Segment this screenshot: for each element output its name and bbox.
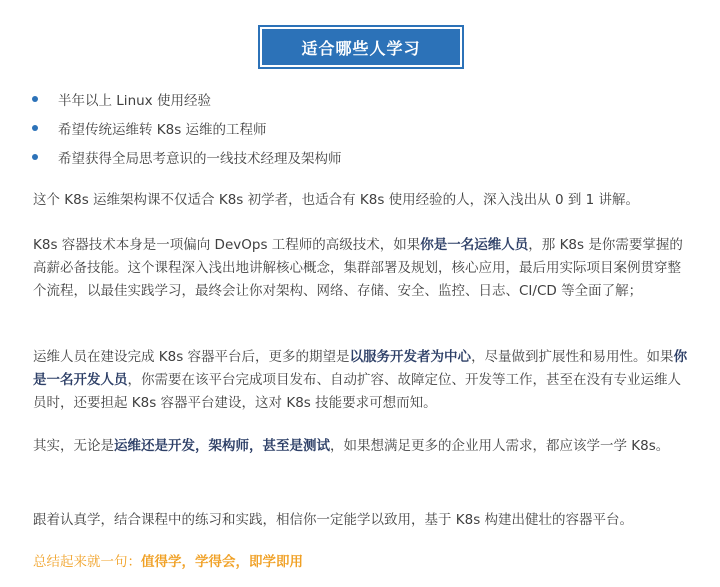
emphasis-text: 你是一名开发人员 xyxy=(33,349,688,388)
paragraph-dev xyxy=(33,346,691,415)
paragraph-intro xyxy=(33,189,691,212)
paragraph-text: ，尽量做到扩展性和易用性。如果 xyxy=(471,349,674,365)
paragraph-outcome xyxy=(33,509,691,532)
emphasis-text: 运维还是开发，架构师，甚至是测试 xyxy=(114,438,330,454)
list-item-text: 半年以上 Linux 使用经验 xyxy=(58,92,211,109)
paragraph-text: 这个 K8s 运维架构课不仅适合 K8s 初学者，也适合有 K8s 使用经验的人，深入浅出从 0 到 1 讲解。 xyxy=(33,192,640,208)
list-item xyxy=(32,84,672,113)
section-title-banner xyxy=(262,29,460,65)
paragraph-all-roles xyxy=(33,435,691,458)
bullet-icon xyxy=(32,154,38,160)
section-title: 适合哪些人学习 xyxy=(301,38,421,58)
paragraph-text: K8s 容器技术本身是一项偏向 DevOps 工程师的高级技术，如果 xyxy=(33,237,421,253)
paragraph-text: ，你需要在该平台完成项目发布、自动扩容、故障定位、开发等工作，甚至在没有专业运维人员时，还要担起 K8s 容器平台建设，这对 K8s 技能要求可想而知。 xyxy=(33,372,681,411)
emphasis-text: 以服务开发者为中心 xyxy=(349,349,472,365)
paragraph-text: ，如果想满足更多的企业用人需求，都应该学一学 K8s。 xyxy=(330,438,670,454)
list-item-text: 希望传统运维转 K8s 运维的工程师 xyxy=(58,121,267,138)
summary-highlight: 值得学，学得会，即学即用 xyxy=(141,554,303,570)
bullet-icon xyxy=(32,125,38,131)
paragraph-text: 跟着认真学，结合课程中的练习和实践，相信你一定能学以致用，基于 K8s 构建出健壮的容器平台。 xyxy=(33,512,634,528)
bullet-icon xyxy=(32,96,38,102)
emphasis-text: 你是一名运维人员 xyxy=(420,237,529,253)
summary-line xyxy=(33,551,691,574)
paragraph-text: 其实，无论是 xyxy=(33,438,114,454)
paragraph-text: 运维人员在建设完成 K8s 容器平台后，更多的期望是 xyxy=(33,349,350,365)
paragraph-text: ，那 K8s 是你需要掌握的高薪必备技能。这个课程深入浅出地讲解核心概念，集群部署及规划，核心应用，最后用实际项目案例贯穿整个流程，以最佳实践学习，最终会让你对架构、网络、存储、安全、监控、日志、CI/CD 等全面了解； xyxy=(33,237,683,299)
list-item xyxy=(32,113,672,142)
audience-list xyxy=(32,84,672,171)
summary-lead: 总结起来就一句： xyxy=(33,554,141,570)
list-item xyxy=(32,142,672,171)
paragraph-ops xyxy=(33,234,691,303)
list-item-text: 希望获得全局思考意识的一线技术经理及架构师 xyxy=(58,150,342,167)
